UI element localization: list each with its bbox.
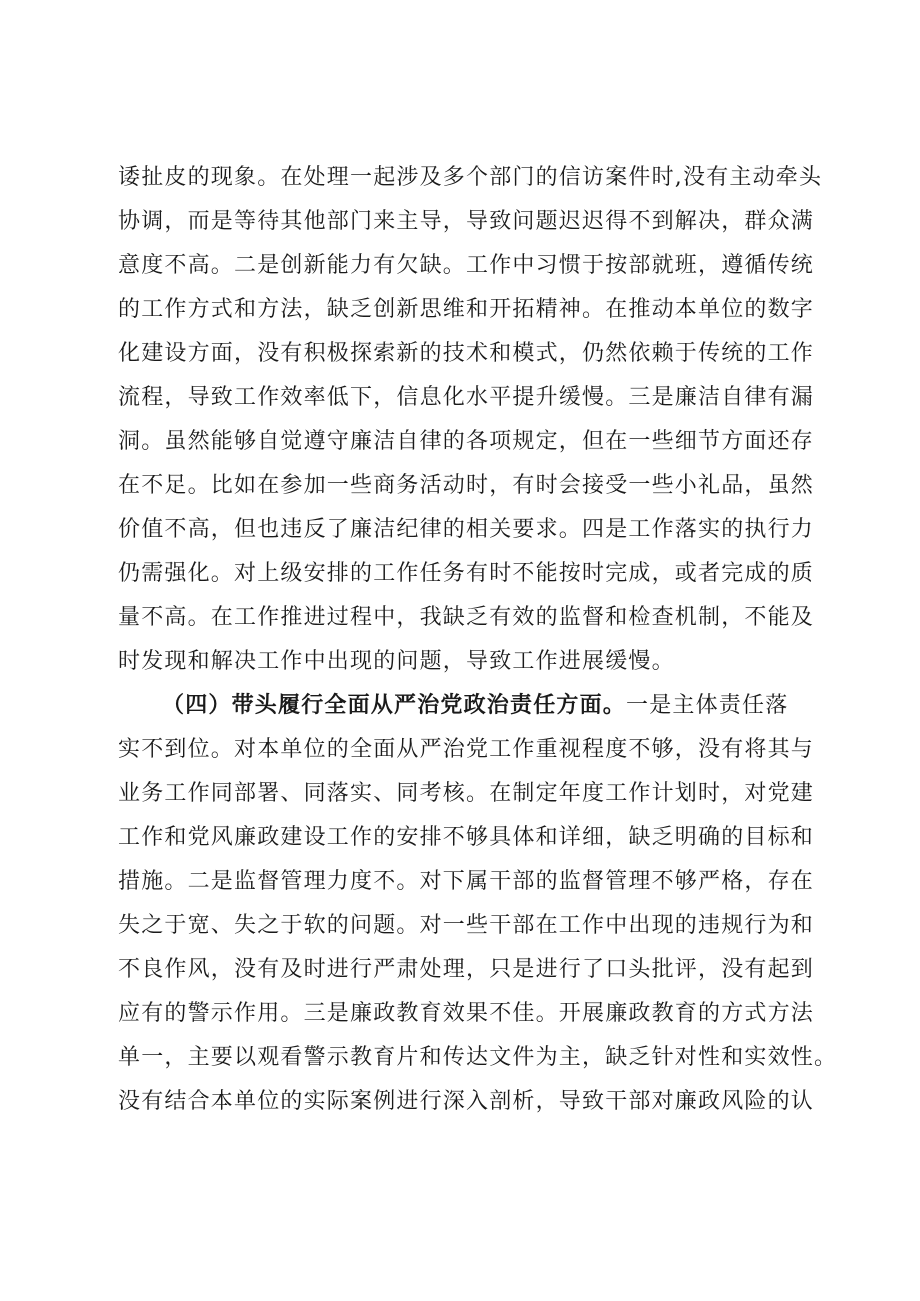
text-line: 没有结合本单位的实际案例进行深入剖析，导致干部对廉政风险的认	[118, 1089, 815, 1114]
text-line: 仍需强化。对上级安排的工作任务有时不能按时完成，或者完成的质	[118, 561, 815, 586]
text-line: 价值不高，但也违反了廉洁纪律的相关要求。四是工作落实的执行力	[118, 517, 815, 542]
text-line: 洞。虽然能够自觉遵守廉洁自律的各项规定，但在一些细节方面还存	[118, 429, 815, 454]
text-line: 业务工作同部署、同落实、同考核。在制定年度工作计划时，对党建	[118, 781, 815, 806]
text-line: 时发现和解决工作中出现的问题，导致工作进展缓慢。	[118, 649, 675, 674]
text-line: 化建设方面，没有积极探索新的技术和模式，仍然依赖于传统的工作	[118, 341, 815, 366]
section-heading: （四）带头履行全面从严治党政治责任方面。	[162, 693, 627, 718]
text-line: 实不到位。对本单位的全面从严治党工作重视程度不够，没有将其与	[118, 737, 815, 762]
text-line: 协调，而是等待其他部门来主导，导致问题迟迟得不到解决，群众满	[118, 209, 815, 234]
text-line: 工作和党风廉政建设工作的安排不够具体和详细，缺乏明确的目标和	[118, 825, 815, 850]
text-line: 的工作方式和方法，缺乏创新思维和开拓精神。在推动本单位的数字	[118, 297, 815, 322]
section-heading-rest: 一是主体责任落	[626, 693, 789, 718]
text-line	[162, 686, 788, 726]
text-line: 在不足。比如在参加一些商务活动时，有时会接受一些小礼品，虽然	[118, 473, 815, 498]
text-line: 诿扯皮的现象。在处理一起涉及多个部门的信访案件时,没有主动牵头	[118, 165, 823, 190]
text-line: 措施。二是监督管理力度不。对下属干部的监督管理不够严格，存在	[118, 869, 815, 894]
text-line: 流程，导致工作效率低下，信息化水平提升缓慢。三是廉洁自律有漏	[118, 385, 815, 410]
text-line: 失之于宽、失之于软的问题。对一些干部在工作中出现的违规行为和	[118, 913, 815, 938]
text-line: 不良作风，没有及时进行严肃处理，只是进行了口头批评，没有起到	[118, 957, 815, 982]
text-line: 意度不高。二是创新能力有欠缺。工作中习惯于按部就班，遵循传统	[118, 253, 815, 278]
text-line: 量不高。在工作推进过程中，我缺乏有效的监督和检查机制，不能及	[118, 605, 815, 630]
text-line: 应有的警示作用。三是廉政教育效果不佳。开展廉政教育的方式方法	[118, 1001, 815, 1026]
text-line: 单一，主要以观看警示教育片和传达文件为主，缺乏针对性和实效性。	[118, 1045, 838, 1070]
